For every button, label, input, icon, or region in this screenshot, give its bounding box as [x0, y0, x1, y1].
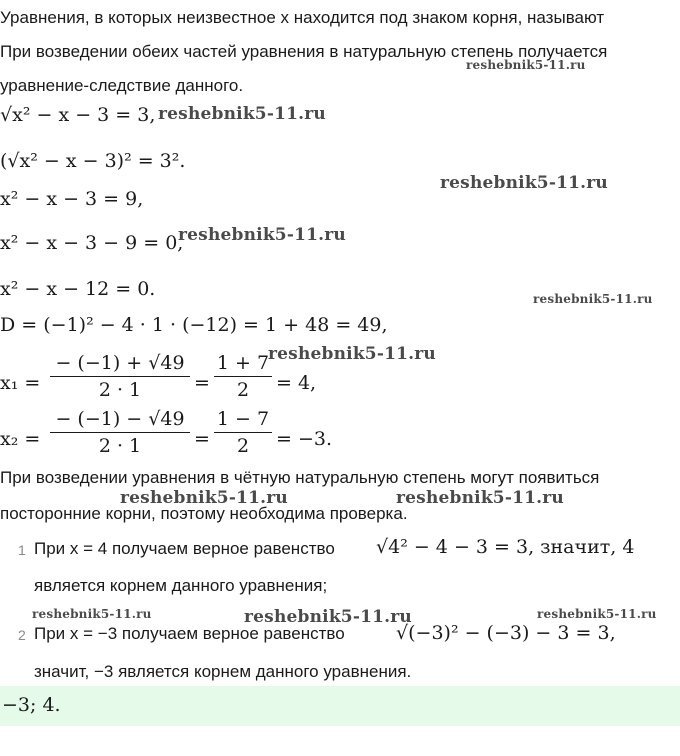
x2-denominator: 2 · 1 — [98, 435, 142, 458]
check-1-expr: √4² − 4 − 3 = 3, значит, 4 — [376, 536, 635, 558]
x1-equals: = — [194, 372, 210, 394]
step-3: x² − x − 3 = 9, — [0, 188, 144, 210]
x2-fraction-2 — [214, 408, 272, 457]
watermark: reshebnik5-11.ru — [466, 58, 586, 72]
x2-result: = −3. — [276, 428, 333, 450]
x1-fraction-2 — [214, 352, 272, 401]
answer-text: −3; 4. — [2, 694, 61, 716]
list-number-2: 2 — [18, 627, 26, 643]
watermark: reshebnik5-11.ru — [533, 292, 653, 306]
x1-numerator: − (−1) + √49 — [55, 352, 185, 374]
answer-box — [0, 686, 680, 726]
check-2-prefix: При x = −3 получаем верное равенство — [34, 624, 345, 643]
x2-equals: = — [194, 428, 210, 450]
check-1-line-2: является корнем данного уравнения; — [34, 576, 328, 595]
x1-denominator-2: 2 — [236, 379, 250, 402]
step-4: x² − x − 3 − 9 = 0, — [0, 232, 184, 254]
x1-denominator: 2 · 1 — [98, 379, 142, 402]
x1-label: x₁ = — [0, 372, 41, 394]
x1-numerator-2: 1 + 7 — [216, 352, 270, 374]
step-5: x² − x − 12 = 0. — [0, 278, 156, 300]
list-number-1: 1 — [18, 542, 26, 558]
step-2: (√x² − x − 3)² = 3². — [0, 150, 186, 172]
watermark: reshebnik5-11.ru — [244, 607, 412, 627]
x2-denominator-2: 2 — [236, 435, 250, 458]
fraction-bar — [50, 376, 190, 377]
note-line-1: При возведении уравнения в чётную натуральную степень могут появиться — [0, 468, 600, 487]
check-2-line-2: значит, −3 является корнем данного уравнения. — [34, 662, 412, 681]
note-line-2: посторонние корни, поэтому необходима проверка. — [0, 504, 408, 523]
x2-fraction — [50, 408, 190, 457]
watermark: reshebnik5-11.ru — [158, 104, 326, 124]
x2-numerator: − (−1) − √49 — [55, 408, 185, 430]
intro-line-3: уравнение-следствие данного. — [0, 76, 244, 95]
intro-line-1: Уравнения, в которых неизвестное x находится под знаком корня, называют — [0, 8, 605, 27]
watermark: reshebnik5-11.ru — [537, 607, 657, 621]
x2-label: x₂ = — [0, 428, 41, 450]
fraction-bar — [214, 432, 272, 433]
check-1-prefix: При x = 4 получаем верное равенство — [34, 539, 335, 558]
watermark: reshebnik5-11.ru — [396, 488, 564, 508]
intro-line-2: При возведении обеих частей уравнения в натуральную степень получается — [0, 42, 608, 61]
x1-fraction — [50, 352, 190, 401]
x2-numerator-2: 1 − 7 — [216, 408, 270, 430]
watermark: reshebnik5-11.ru — [120, 488, 288, 508]
step-6: D = (−1)² − 4 · 1 · (−12) = 1 + 48 = 49, — [0, 314, 388, 336]
step-1: √x² − x − 3 = 3, — [0, 104, 156, 126]
fraction-bar — [214, 376, 272, 377]
watermark: reshebnik5-11.ru — [268, 344, 436, 364]
watermark: reshebnik5-11.ru — [440, 173, 608, 193]
fraction-bar — [50, 432, 190, 433]
check-2-expr: √(−3)² − (−3) − 3 = 3, — [396, 622, 616, 644]
x1-result: = 4, — [276, 372, 317, 394]
watermark: reshebnik5-11.ru — [32, 607, 152, 621]
watermark: reshebnik5-11.ru — [178, 225, 346, 245]
